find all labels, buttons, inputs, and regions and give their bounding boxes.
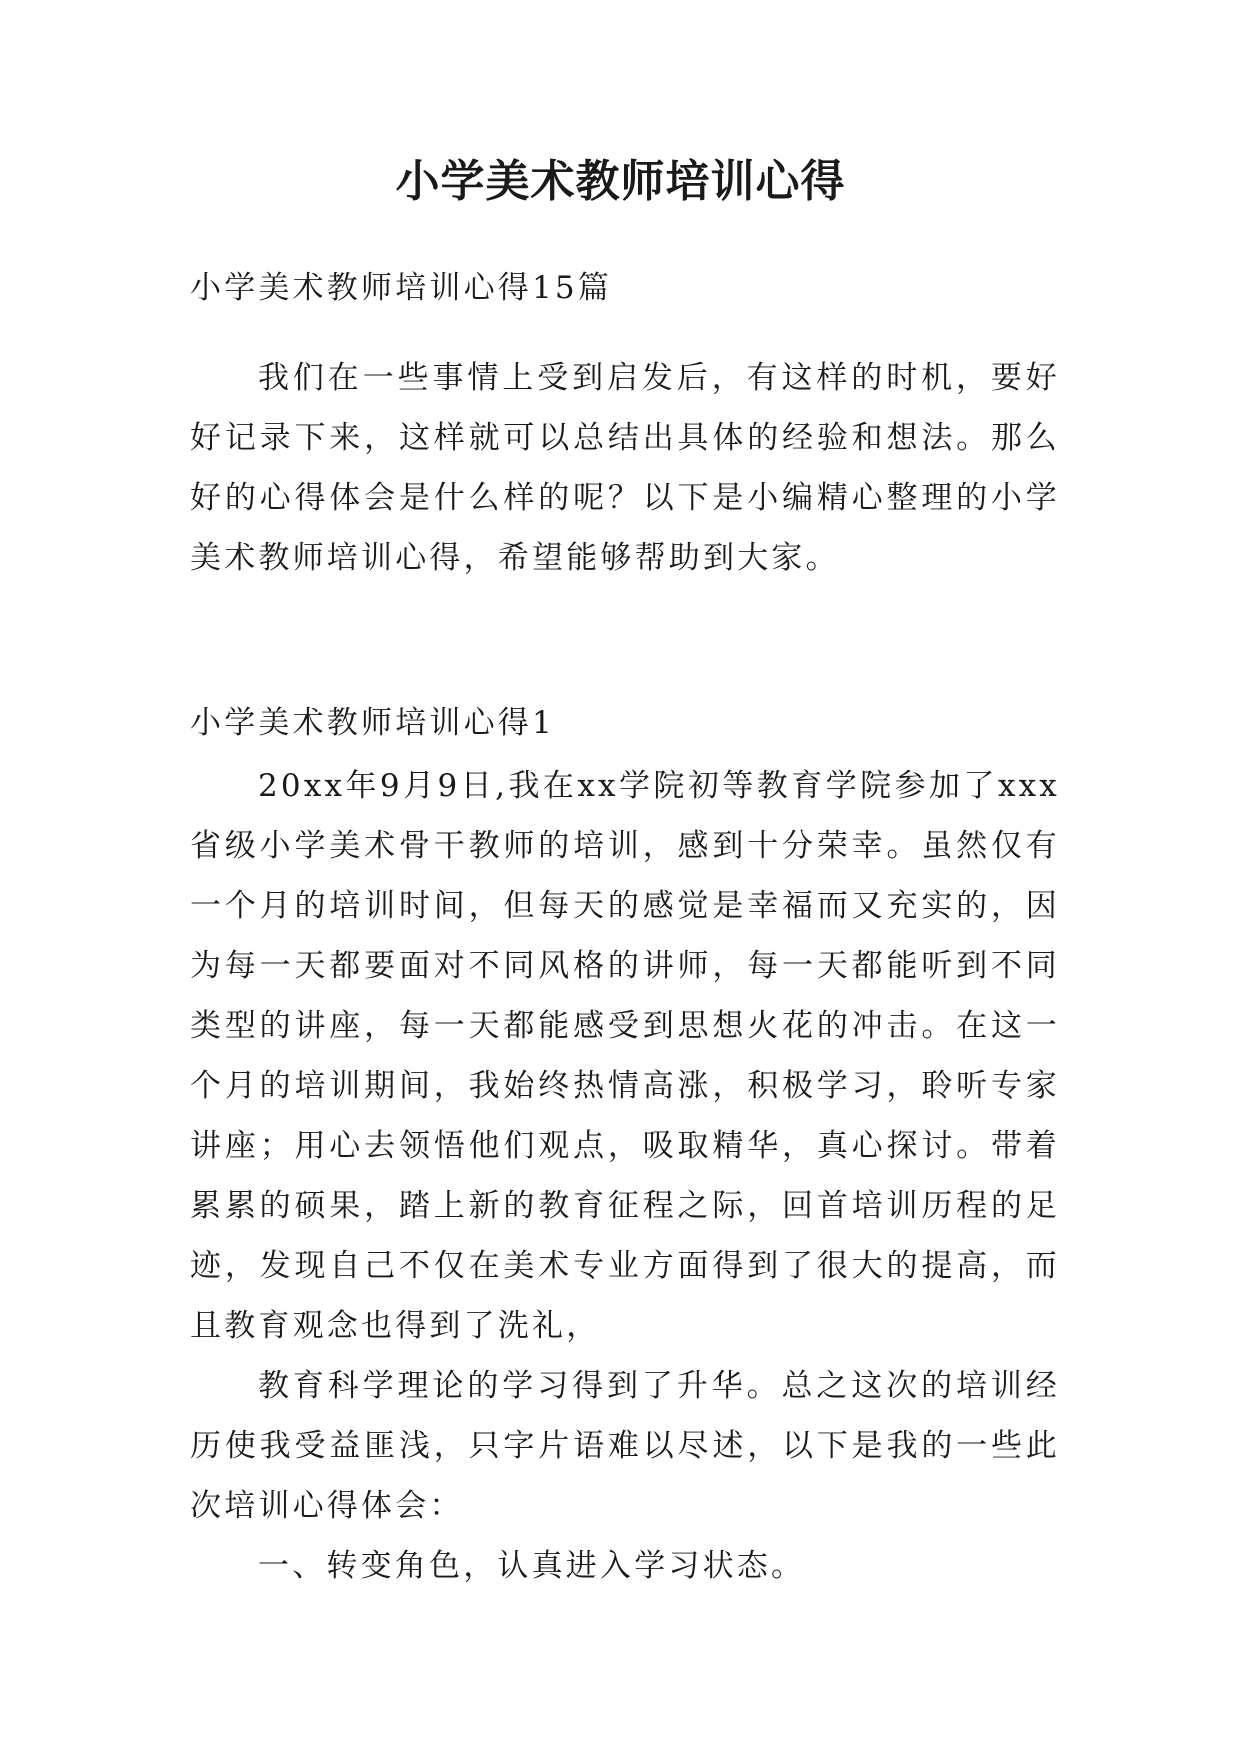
paragraph-1: 20xx年9月9日,我在xx学院初等教育学院参加了xxx省级小学美术骨干教师的培训，感到十分荣幸。虽然仅有一个月的培训时间，但每天的感觉是幸福而又充实的，因为每一天都要面对不同风格的讲师，每一天都能听到不同类型的讲座，每一天都能感受到思想火花的冲击。在这一个月的培训期间，我始终热情高涨，积极学习，聆听专家讲座；用心去领悟他们观点，吸取精华，真心探讨。带着累累的硕果，踏上新的教育征程之际，回首培训历程的足迹，发现自己不仅在美术专业方面得到了很大的提高，而且教育观念也得到了洗礼， [190, 768, 1060, 1344]
intro-paragraph: 我们在一些事情上受到启发后，有这样的时机，要好好记录下来，这样就可以总结出具体的经验和想法。那么好的心得体会是什么样的呢？以下是小编精心整理的小学美术教师培训心得，希望能够帮助到大家。 [190, 360, 1060, 576]
document-subtitle: 小学美术教师培训心得15篇 [190, 270, 613, 306]
section-1 [190, 693, 1060, 1596]
paragraph-3: 一、转变角色，认真进入学习状态。 [258, 1548, 806, 1584]
document-title: 小学美术教师培训心得 [395, 156, 846, 207]
intro-block [190, 348, 1060, 588]
paragraph-2: 教育科学理论的学习得到了升华。总之这次的培训经历使我受益匪浅，只字片语难以尽述，以下是我的一些此次培训心得体会： [190, 1368, 1060, 1524]
section-heading: 小学美术教师培训心得1 [190, 705, 555, 741]
